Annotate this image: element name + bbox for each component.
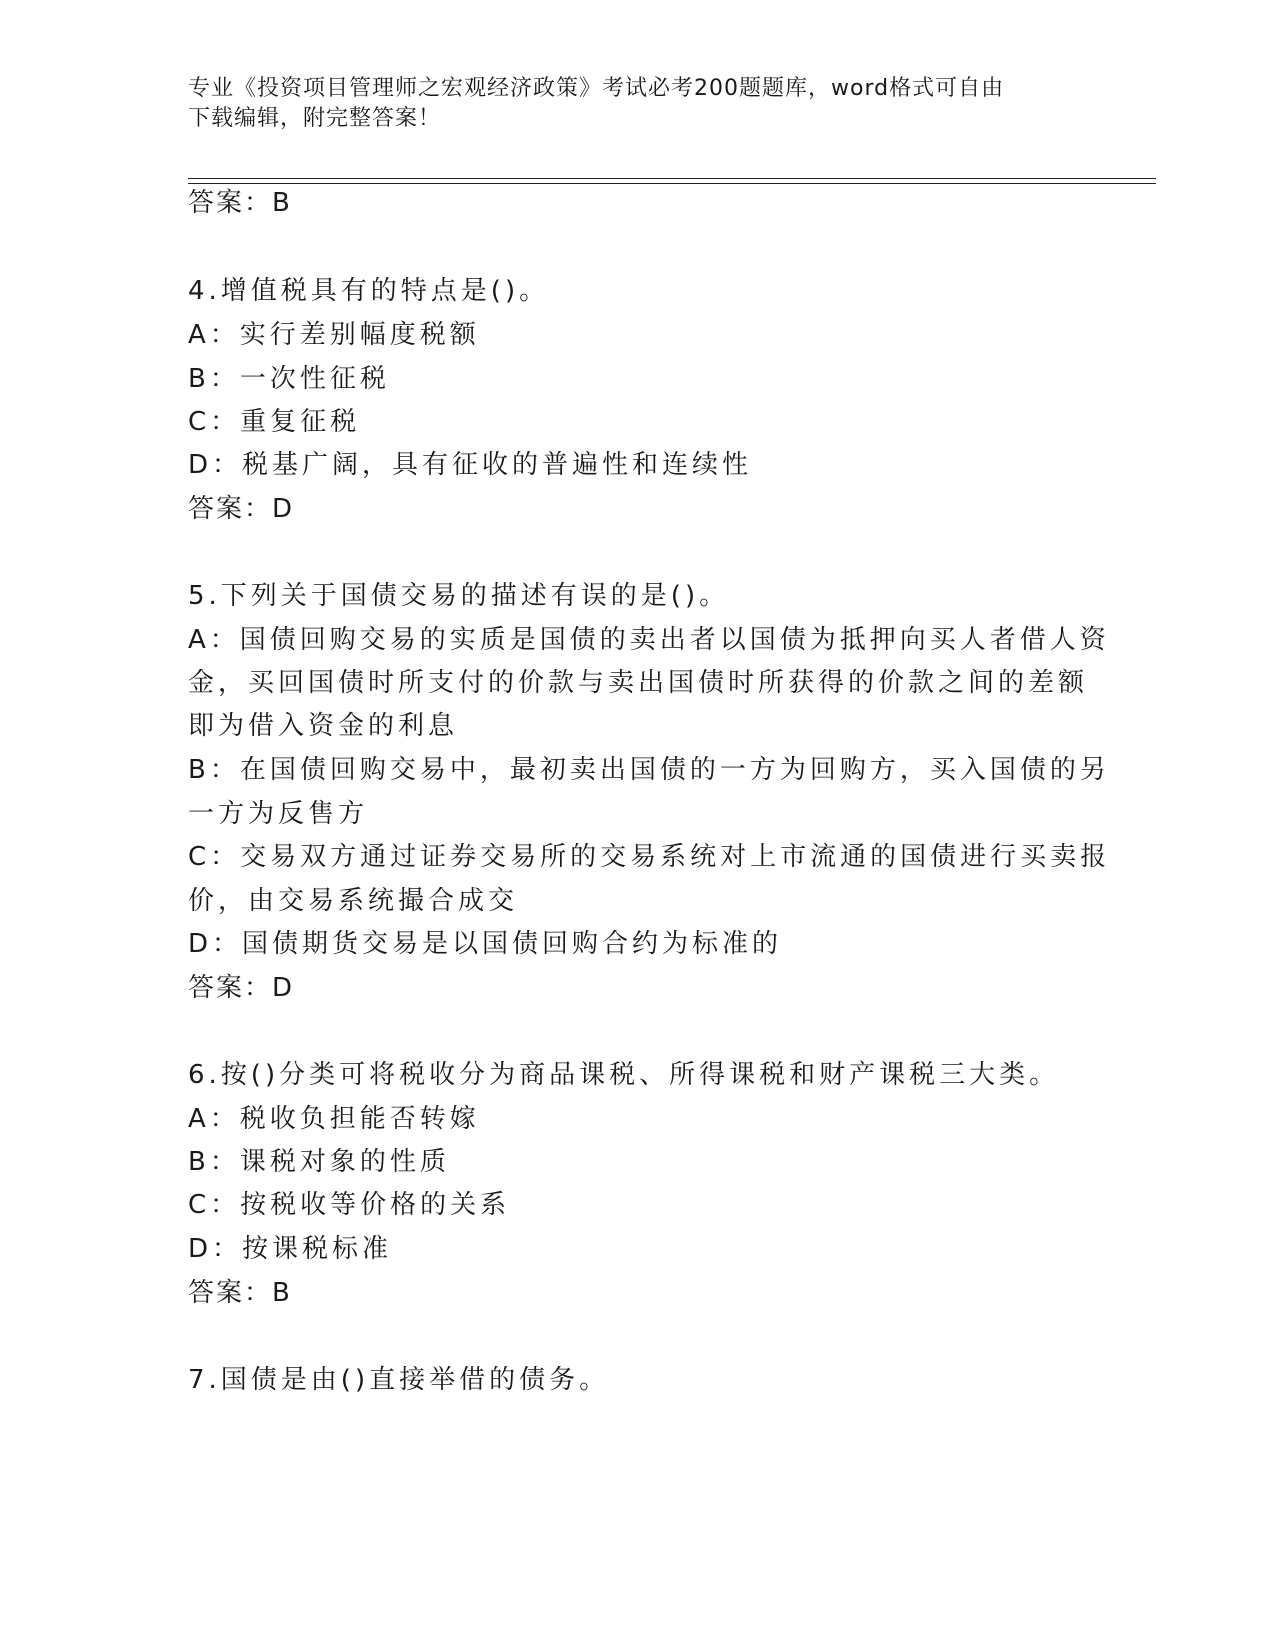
question-5-option-a-line-2: 金，买回国债时所支付的价款与卖出国债时所获得的价款之间的差额	[188, 668, 1089, 698]
header-divider-top	[188, 178, 1156, 179]
question-5-option-a-line-3: 即为借入资金的利息	[188, 711, 459, 741]
header-line-2: 下载编辑，附完整答案！	[188, 106, 442, 131]
question-6-stem: 6.按()分类可将税收分为商品课税、所得课税和财产课税三大类。	[188, 1060, 1060, 1090]
header-divider-bottom	[188, 183, 1156, 184]
question-6-option-a: A：税收负担能否转嫁	[188, 1104, 480, 1134]
question-5-option-b-line-2: 一方为反售方	[188, 799, 369, 829]
question-7-stem: 7.国债是由()直接举借的债务。	[188, 1365, 610, 1395]
question-6-option-b: B：课税对象的性质	[188, 1147, 450, 1177]
question-4-option-d: D：税基广阔，具有征收的普遍性和连续性	[188, 450, 753, 480]
question-5-option-a-line-1: A：国债回购交易的实质是国债的卖出者以国债为抵押向买人者借人资	[188, 625, 1110, 655]
question-5-answer: 答案：D	[188, 973, 295, 1003]
question-4-option-c: C：重复征税	[188, 407, 361, 437]
question-4-option-a: A：实行差别幅度税额	[188, 320, 480, 350]
question-5-option-d: D：国债期货交易是以国债回购合约为标准的	[188, 929, 783, 959]
question-6-option-d: D：按课税标准	[188, 1234, 393, 1264]
question-5-option-c-line-2: 价，由交易系统撮合成交	[188, 886, 519, 916]
document-header	[188, 74, 1088, 134]
question-6-answer: 答案：B	[188, 1278, 292, 1308]
question-4-option-b: B：一次性征税	[188, 364, 390, 394]
question-5-option-b-line-1: B：在国债回购交易中，最初卖出国债的一方为回购方，买入国债的另	[188, 755, 1110, 785]
question-6-option-c: C：按税收等价格的关系	[188, 1190, 511, 1220]
question-4-stem: 4.增值税具有的特点是()。	[188, 276, 550, 306]
header-line-1: 专业《投资项目管理师之宏观经济政策》考试必考200题题库，word格式可自由	[188, 76, 1005, 101]
question-5-stem: 5.下列关于国债交易的描述有误的是()。	[188, 581, 730, 611]
question-5-option-c-line-1: C：交易双方通过证券交易所的交易系统对上市流通的国债进行买卖报	[188, 842, 1111, 872]
question-4-answer: 答案：D	[188, 494, 295, 524]
previous-answer: 答案：B	[188, 188, 292, 218]
